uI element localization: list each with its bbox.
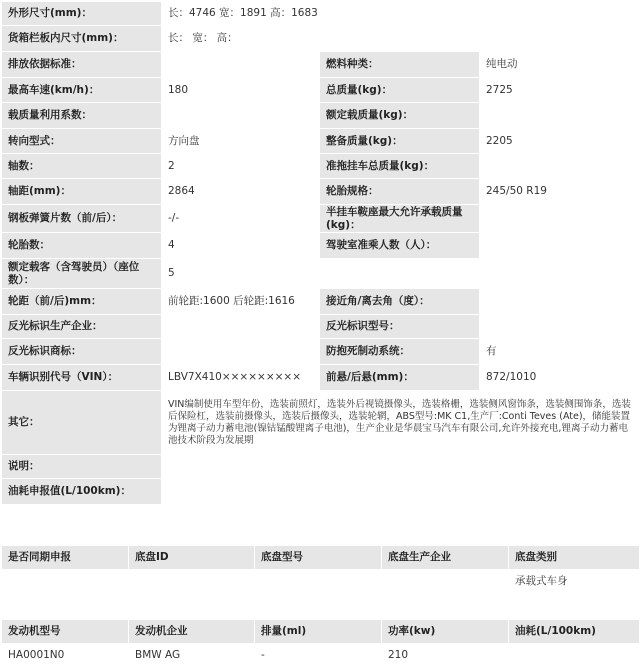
fuel-declared-value <box>162 479 640 505</box>
chassis-id-value <box>129 570 255 594</box>
chassis-maker-value <box>382 570 509 594</box>
note-row <box>2 455 640 479</box>
param-value <box>480 315 640 339</box>
engine-table <box>1 619 640 668</box>
engine-displacement-value: - <box>255 644 382 668</box>
param-label: 排放依据标准： <box>2 52 162 78</box>
note-value <box>162 455 640 479</box>
chassis-header-id: 底盘ID <box>129 546 255 570</box>
chassis-data-row <box>2 570 640 594</box>
other-row <box>2 391 640 455</box>
chassis-category-value: 承载式车身 <box>509 570 640 594</box>
param-row <box>2 103 640 129</box>
param-row <box>2 78 640 103</box>
fuel-declared-row <box>2 479 640 505</box>
param-value <box>162 315 320 339</box>
engine-model-value: HA0001N0 <box>2 644 129 668</box>
param-value: 2725 <box>480 78 640 103</box>
param-label: 额定载客（含驾驶员）（座位数）： <box>2 259 162 289</box>
param-value: 有 <box>480 339 640 365</box>
param-row <box>2 52 640 78</box>
chassis-header-category: 底盘类别 <box>509 546 640 570</box>
note-label: 说明： <box>2 455 162 479</box>
param-value: 5 <box>162 259 640 289</box>
param-label: 总质量(kg)： <box>320 78 480 103</box>
param-value <box>162 103 320 129</box>
param-value: 2205 <box>480 129 640 154</box>
param-value: 245/50 R19 <box>480 179 640 205</box>
param-label: 转向型式： <box>2 129 162 154</box>
param-value: -/- <box>162 205 320 233</box>
engine-header-fuel: 油耗(L/100km) <box>509 620 640 644</box>
param-label: 货箱栏板内尺寸(mm)： <box>2 26 162 52</box>
engine-header-power: 功率(kw) <box>382 620 509 644</box>
chassis-header-model: 底盘型号 <box>255 546 382 570</box>
engine-header-displacement: 排量(ml) <box>255 620 382 644</box>
param-value: 纯电动 <box>480 52 640 78</box>
param-value <box>480 205 640 233</box>
param-row <box>2 154 640 179</box>
param-value <box>480 233 640 259</box>
param-label: 外形尺寸(mm)： <box>2 2 162 26</box>
param-label: 车辆识别代号（VIN）： <box>2 365 162 391</box>
param-value <box>162 52 320 78</box>
param-label: 反光标识型号： <box>320 315 480 339</box>
param-label: 防抱死制动系统： <box>320 339 480 365</box>
chassis-header-row <box>2 546 640 570</box>
param-label: 轮胎规格： <box>320 179 480 205</box>
param-value: 长： 宽： 高： <box>162 26 640 52</box>
param-value: 长：4746 宽：1891 高：1683 <box>162 2 640 26</box>
engine-maker-value: BMW AG <box>129 644 255 668</box>
engine-power-value: 210 <box>382 644 509 668</box>
param-label: 反光标识商标： <box>2 339 162 365</box>
param-label: 最高车速(km/h)： <box>2 78 162 103</box>
chassis-model-value <box>255 570 382 594</box>
param-label: 钢板弹簧片数（前/后）： <box>2 205 162 233</box>
param-label: 燃料种类： <box>320 52 480 78</box>
param-value: 4 <box>162 233 320 259</box>
param-value <box>480 103 640 129</box>
engine-header-maker: 发动机企业 <box>129 620 255 644</box>
param-label: 载质量利用系数： <box>2 103 162 129</box>
other-value: VIN编制使用车型年份，选装前照灯，选装外后视镜摄像头，选装格栅，选装侧风窗饰条，选装侧围饰条，选装后保险杠，选装前摄像头，选装后摄像头，选装轮辋，ABS型号:MK C1,生产厂:Conti Teves (Ate)，储能装置为锂离子动力蓄电池(镍钴锰酸锂离子电池)，生产企业是华晨宝马汽车有限公司,允许外接充电,锂离子动力蓄电池技术阶段为发展期 <box>162 391 640 455</box>
param-value: 方向盘 <box>162 129 320 154</box>
param-value: 前轮距:1600 后轮距:1616 <box>162 289 320 315</box>
fuel-declared-label: 油耗申报值(L/100km)： <box>2 479 162 505</box>
param-value <box>162 339 320 365</box>
chassis-sync-value <box>2 570 129 594</box>
param-label: 半挂车鞍座最大允许承载质量(kg)： <box>320 205 480 233</box>
engine-header-row <box>2 620 640 644</box>
chassis-header-maker: 底盘生产企业 <box>382 546 509 570</box>
param-label: 反光标识生产企业： <box>2 315 162 339</box>
param-row <box>2 365 640 391</box>
engine-data-row <box>2 644 640 668</box>
param-value <box>480 289 640 315</box>
vehicle-parameter-table <box>1 1 640 505</box>
param-row <box>2 129 640 154</box>
param-row <box>2 233 640 259</box>
param-label: 轴数： <box>2 154 162 179</box>
chassis-header-sync: 是否同期申报 <box>2 546 129 570</box>
param-label: 驾驶室准乘人数（人）： <box>320 233 480 259</box>
param-row <box>2 205 640 233</box>
engine-header-model: 发动机型号 <box>2 620 129 644</box>
param-value: 180 <box>162 78 320 103</box>
param-value: 872/1010 <box>480 365 640 391</box>
param-label: 准拖挂车总质量(kg)： <box>320 154 480 179</box>
param-value: 2 <box>162 154 320 179</box>
param-row <box>2 315 640 339</box>
param-row <box>2 2 640 26</box>
param-row <box>2 339 640 365</box>
param-label: 前悬/后悬(mm)： <box>320 365 480 391</box>
param-row <box>2 289 640 315</box>
param-value <box>480 154 640 179</box>
param-label: 轮胎数： <box>2 233 162 259</box>
param-value: LBV7X410××××××××× <box>162 365 320 391</box>
chassis-table <box>1 545 640 594</box>
param-row <box>2 179 640 205</box>
param-row <box>2 259 640 289</box>
param-label: 额定载质量(kg)： <box>320 103 480 129</box>
param-label: 接近角/离去角（度）： <box>320 289 480 315</box>
param-value: 2864 <box>162 179 320 205</box>
engine-fuel-value <box>509 644 640 668</box>
param-label: 整备质量(kg)： <box>320 129 480 154</box>
param-label: 轴距(mm)： <box>2 179 162 205</box>
param-label: 轮距（前/后)mm： <box>2 289 162 315</box>
param-row <box>2 26 640 52</box>
other-label: 其它： <box>2 391 162 455</box>
